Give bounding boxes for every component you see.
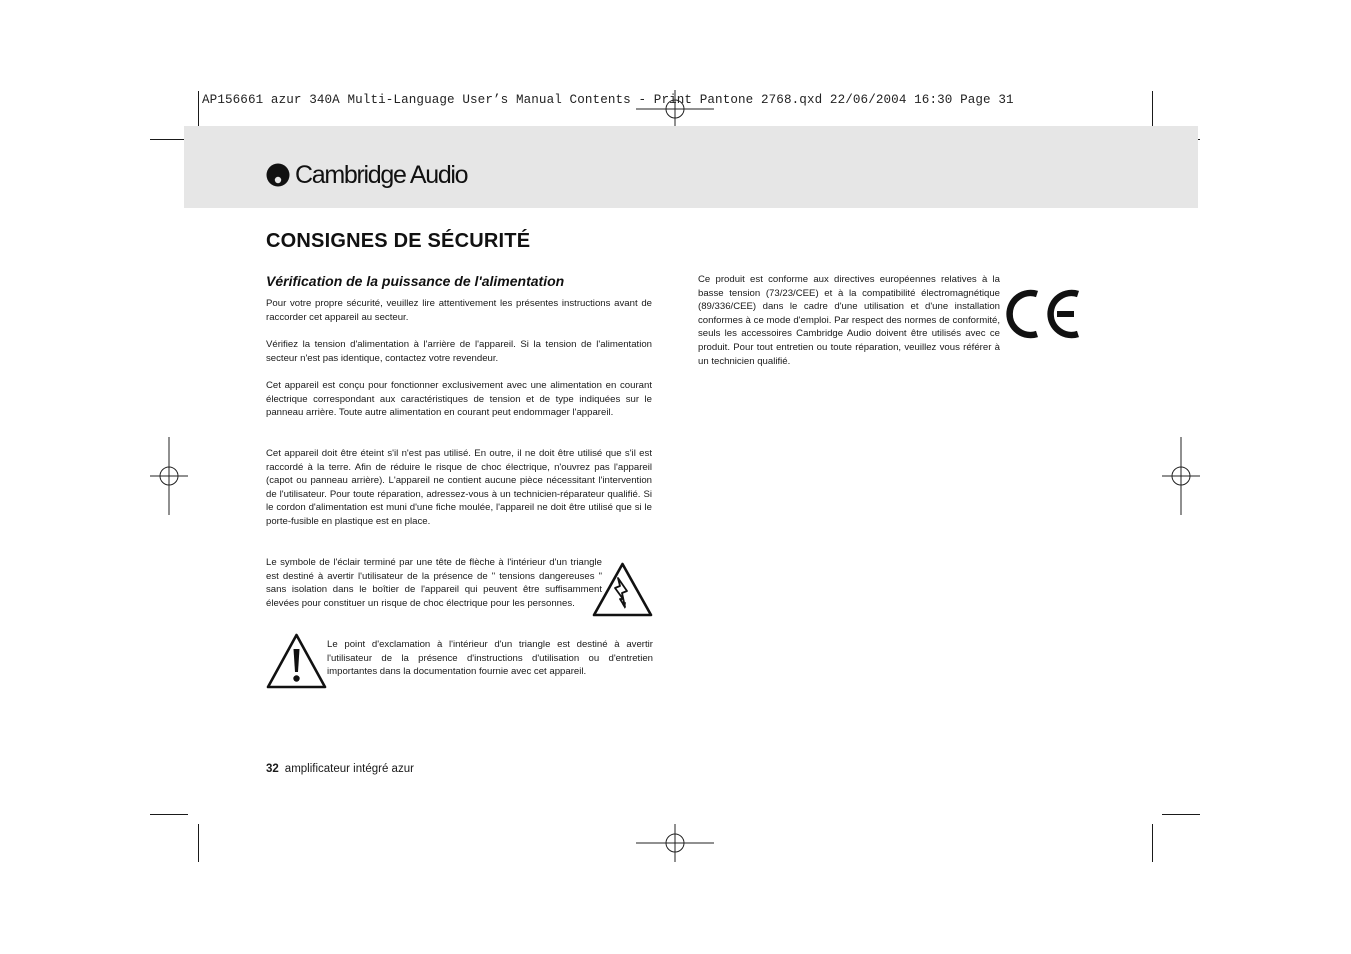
section-subtitle: Vérification de la puissance de l'alimentation [266,273,565,289]
lightning-warning-icon [591,561,654,618]
body-paragraph: Pour votre propre sécurité, veuillez lire attentivement les présentes instructions avant de raccorder cet appareil au secteur. [266,298,652,323]
crop-mark [1152,91,1153,130]
body-paragraph: Vérifiez la tension d'alimentation à l'arrière de l'appareil. Si la tension de l'alimentation secteur n'est pas identique, contactez votre revendeur. [266,339,652,364]
page-number: 32 [266,763,279,775]
exclamation-warning-text: Le point d'exclamation à l'intérieur d'un triangle est destiné à avertir l'utilisateur de la présence d'instructions d'utilisation ou d'entretien importantes dans la documentation fournie avec cet appareil. [327,639,653,678]
body-paragraph: Cet appareil doit être éteint s'il n'est pas utilisé. En outre, il ne doit être utilisé que s'il est raccordé à la terre. Afin de réduire le risque de choc électrique, n'ouvrez pas l'appareil (capot ou panneau arrière). L'appareil ne contient aucune pièce nécessitant l'intervention de l'utilisateur. Pour toute réparation, adressez-vous à un technicien-réparateur qualifié. Si le cordon d'alimentation est muni d'une fiche moulée, l'appareil ne doit être utilisé que si le porte-fusible en plastique est en place. [266,448,652,527]
footer-label: amplificateur intégré azur [284,763,414,775]
lightning-warning-text: Le symbole de l'éclair terminé par une tête de flèche à l'intérieur d'un triangle est destiné à avertir l'utilisateur de la présence de " tensions dangereuses " sans isolation dans le boîtier de l'appareil qui peuvent être suffisamment élevées pour constituer un risque de choc électrique pour les personnes. [266,557,602,609]
registration-mark-icon [150,437,188,515]
registration-mark-icon [636,90,714,128]
cambridge-audio-logo-icon [266,163,290,187]
registration-mark-icon [1162,437,1200,515]
crop-mark [150,814,188,815]
exclamation-warning-icon [265,632,328,690]
ce-mark-icon [1004,284,1084,344]
registration-mark-icon [636,824,714,862]
page-footer [266,763,414,775]
logo-text: Cambridge Audio [295,160,468,189]
ce-compliance-text: Ce produit est conforme aux directives européennes relatives à la basse tension (73/23/CEE) et à la compatibilité électromagnétique (89/336/CEE) dans le cadre d'une utilisation et d'une installation conformes à ce mode d'emploi. Par respect des normes de conformité, seuls les accessoires Cambridge Audio doivent être utilisés avec ce produit. Pour tout entretien ou toute réparation, veuillez vous référer à un technicien qualifié. [698,274,1000,367]
print-slug: AP156661 azur 340A Multi-Language User’s Manual Contents - Print Pantone 2768.qxd 22/06/2004 16:30 Page 31 [202,93,1014,107]
body-paragraph: Cet appareil est conçu pour fonctionner exclusivement avec une alimentation en courant électrique correspondant aux caractéristiques de tension et de type indiquées sur le panneau arrière. Toute autre alimentation en courant peut endommager l'appareil. [266,380,652,419]
crop-mark [198,824,199,862]
page-title: CONSIGNES DE SÉCURITÉ [266,230,531,252]
crop-mark [1152,824,1153,862]
crop-mark [1162,814,1200,815]
crop-mark [198,91,199,130]
brand-logo [266,157,467,193]
crop-mark [150,139,188,140]
